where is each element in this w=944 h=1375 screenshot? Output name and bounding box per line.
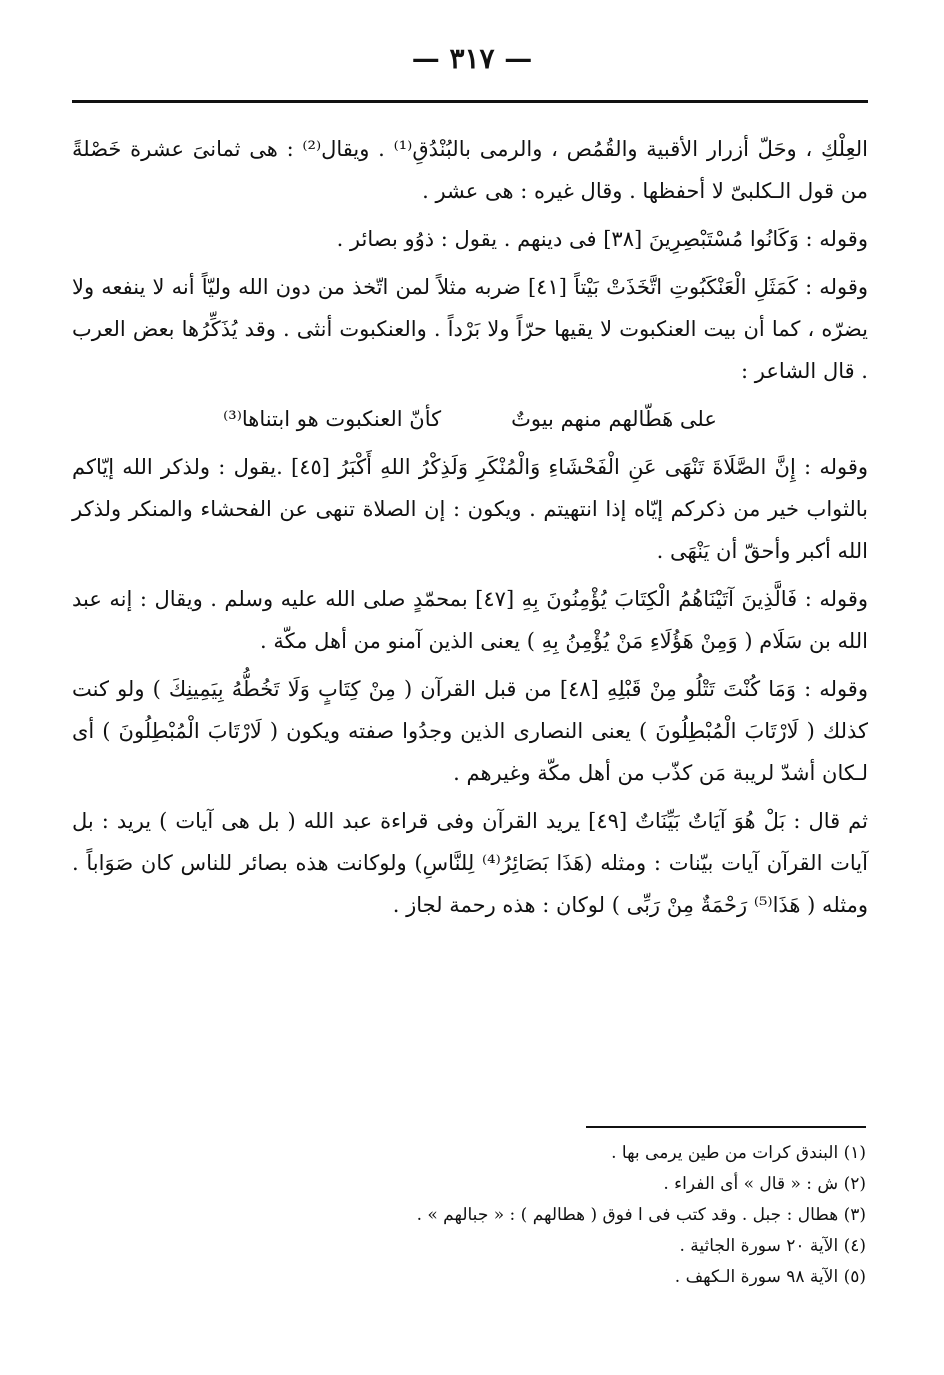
footnote-4: (٤) الآية ٢٠ سورة الجاثية .	[679, 1236, 866, 1256]
page-number: — ٣١٧ —	[411, 42, 533, 75]
main-text	[72, 128, 868, 932]
paragraph-5: وقوله : فَالَّذِينَ آتَيْنَاهُمُ الْكِتَابَ يُؤْمِنُونَ بِهِ [٤٧] بمحمّدٍ صلى الله عليه وسلم . ويقال : إنه عبد الله بن سَلَام ( وَمِنْ هَؤُلَاءِ مَنْ يُؤْمِنُ بِهِ ) يعنى الذين آمنو من أهل مكّة .	[72, 587, 868, 653]
paragraph-7: ثم قال : بَلْ هُوَ آيَاتٌ بَيِّنَاتٌ [٤٩] يريد القرآن وفى قراءة عبد الله ( بل هى آيات ) يريد : بل آيات القرآن آيات بيّنات : ومثله (هَذَا بَصَائِرُ⁽⁴⁾ لِلنَّاسِ) ولوكانت هذه بصائر للناس كان صَوَاباً . ومثله ( هَذَا⁽⁵⁾ رَحْمَةٌ مِنْ رَبِّى ) لوكان : هذه رحمة لجاز .	[72, 809, 868, 917]
verse-hemistich-2: كأنّ العنكبوت هو ابتناها⁽³⁾	[223, 407, 442, 431]
footnote-2: (٢) ش : « قال » أى الفراء .	[663, 1174, 866, 1194]
footnote-3: (٣) هطال : جبل . وقد كتب فى ا فوق ( هطالهم ) : « جبالهم » .	[416, 1205, 866, 1225]
paragraph-4: وقوله : إِنَّ الصَّلَاةَ تَنْهَى عَنِ الْفَحْشَاءِ وَالْمُنْكَرِ وَلَذِكْرُ اللهِ أَكْبَرُ [٤٥] .يقول : ولذكر الله إيّاكم بالثواب خير من ذكركم إيّاه إذا انتهيتم . ويكون : إن الصلاة تنهى عن الفحشاء والمنكر ولذكر الله أكبر وأحقّ أن يَنْهَى .	[72, 455, 869, 563]
paragraph-6: وقوله : وَمَا كُنْتَ تَتْلُو مِنْ قَبْلِهِ [٤٨] من قبل القرآن ( مِنْ كِتَابٍ وَلَا تَخُطُّهُ بِيَمِينِكَ ) ولو كنت كذلك ( لَارْتَابَ الْمُبْطِلُونَ ) يعنى النصارى الذين وجدُوا صفته ويكون ( لَارْتَابَ الْمُبْطِلُونَ ) أى لـكان أشدّ لريبة مَن كذّب من أهل مكّة وغيرهم .	[72, 677, 868, 785]
paragraph-2: وقوله : وَكَانُوا مُسْتَبْصِرِينَ [٣٨] فى دينهم . يقول : ذوُو بصائر .	[336, 227, 868, 251]
footnote-rule	[586, 1126, 866, 1128]
header-rule	[72, 100, 868, 103]
footnote-5: (٥) الآية ٩٨ سورة الـكهف .	[674, 1267, 866, 1287]
poetry-verse	[72, 398, 868, 440]
footnote-1: (١) البندق كرات من طين يرمى بها .	[611, 1143, 866, 1163]
paragraph-1: العِلْكِ ، وحَلّ أزرار الأقبية والقُمُص ، والرمى بالبُنْدُقِ⁽¹⁾ . ويقال⁽²⁾ : هى ثمانىَ عشرة خَصْلةً من قول الـكلبىّ لا أحفظها . وقال غيره : هى عشر .	[72, 137, 868, 203]
verse-hemistich-1: على هَطّالهم منهم بيوتٌ	[511, 407, 717, 431]
footnotes	[266, 1138, 866, 1293]
paragraph-3: وقوله : كَمَثَلِ الْعَنْكَبُوتِ اتَّخَذَتْ بَيْتاً [٤١] ضربه مثلاً لمن اتّخذ من دون الله وليّاً أنه لا ينفعه ولا يضرّه ، كما أن بيت العنكبوت لا يقيها حرّاً ولا بَرْداً . والعنكبوت أنثى . وقد يُذَكِّرُها بعض العرب . قال الشاعر :	[72, 275, 868, 383]
